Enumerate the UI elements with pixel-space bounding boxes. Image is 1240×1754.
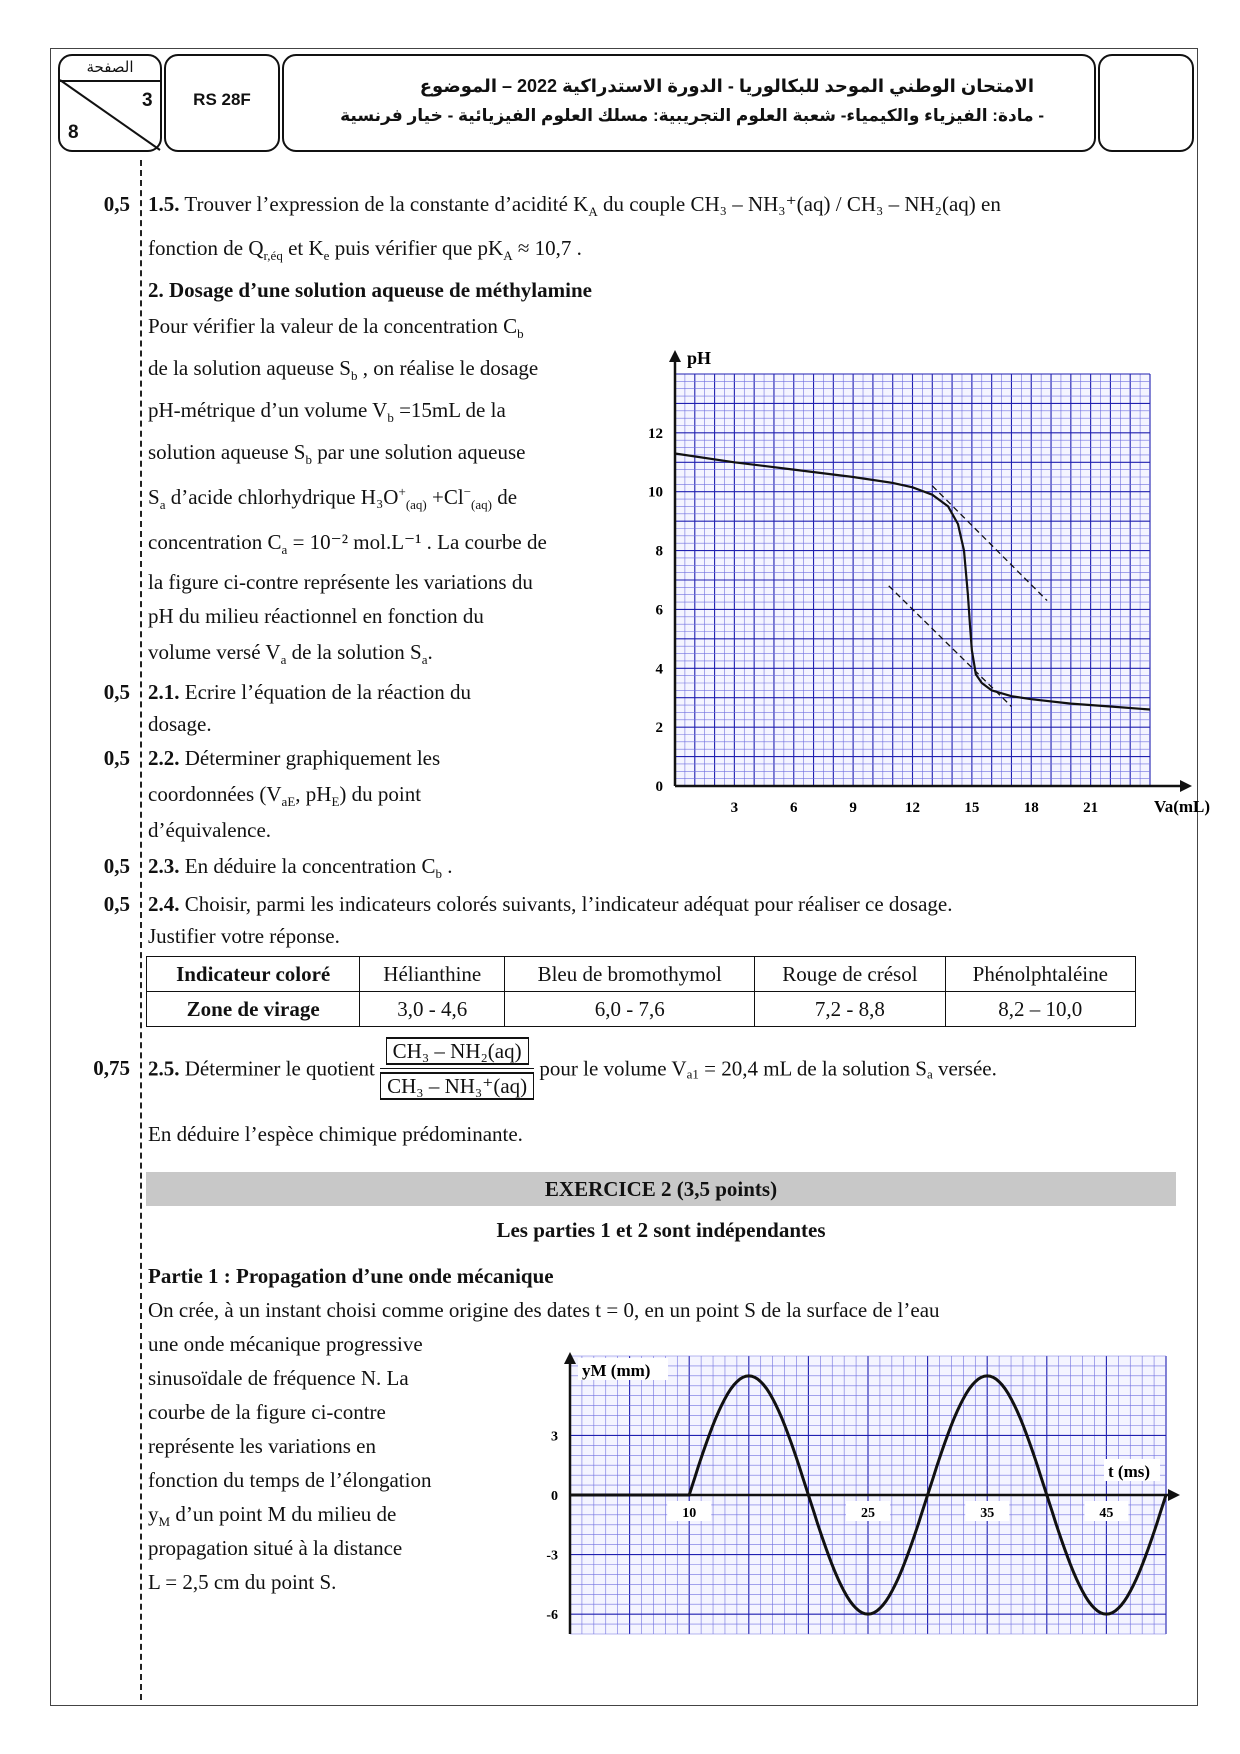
- question-number: 1.5.: [148, 192, 180, 216]
- exam-title-box: [282, 54, 1096, 152]
- question-number: 2.5.: [148, 1056, 180, 1081]
- question-2-2-cont: [148, 782, 421, 810]
- text: coordonnées (V: [148, 782, 282, 806]
- x-tick-label: 12: [905, 800, 920, 816]
- y-axis-arrow: [669, 350, 681, 362]
- text: et: [282, 236, 309, 260]
- text: ) du point: [339, 782, 422, 806]
- question-2-1: [148, 680, 471, 705]
- text: pour le volume V: [534, 1056, 687, 1081]
- table-cell: 8,2 – 10,0: [945, 992, 1135, 1027]
- x-tick-label: 3: [730, 800, 739, 816]
- text: pH-métrique d’un volume V: [148, 398, 388, 422]
- ex2-l3: sinusoïdale de fréquence N. La: [148, 1366, 409, 1390]
- sec2-p7: la figure ci-contre représente les variations du: [148, 570, 533, 594]
- ph-titration-chart: [640, 344, 1211, 834]
- x-tick-label: 45: [1099, 1506, 1114, 1521]
- y-tick-label: 0: [551, 1489, 558, 1504]
- ex2-l5: représente les variations en: [148, 1434, 376, 1458]
- y-tick-label: 3: [551, 1429, 558, 1445]
- sec2-p1: [148, 314, 524, 342]
- table-cell: 6,0 - 7,6: [505, 992, 755, 1027]
- text: , on réalise le dosage: [357, 356, 539, 380]
- ex2-l2: une onde mécanique progressive: [148, 1332, 423, 1356]
- text: r,éq: [263, 248, 283, 264]
- table-header: Zone de virage: [147, 992, 360, 1027]
- table-cell: 3,0 - 4,6: [360, 992, 505, 1027]
- x-axis-arrow: [1180, 780, 1192, 792]
- text: K: [308, 236, 324, 260]
- text: (aq): [471, 497, 492, 513]
- page-number: 3: [142, 90, 153, 111]
- text: solution aqueuse S: [148, 440, 306, 464]
- x-tick-label: 25: [861, 1506, 875, 1521]
- x-tick-label: 9: [849, 800, 857, 816]
- points-2-5: 0,75: [93, 1056, 130, 1080]
- text: b: [387, 410, 394, 426]
- text: a: [280, 652, 287, 668]
- text: de la solution aqueuse S: [148, 356, 351, 380]
- y-tick-label: 12: [648, 425, 663, 442]
- question-1-5-line2: [148, 236, 582, 264]
- question-2-1-cont: dosage.: [148, 712, 212, 736]
- question-number: 2.4.: [148, 892, 180, 916]
- question-2-5-cont: En déduire l’espèce chimique prédominante.: [148, 1122, 523, 1146]
- sec2-p9: volume versé $V_a$ de la solution $S_a$.: [148, 640, 433, 668]
- text: Q: [248, 236, 264, 260]
- y-tick-label: 2: [655, 720, 663, 737]
- question-2-2: [148, 746, 440, 771]
- text: .: [442, 854, 453, 878]
- sec2-p3: [148, 398, 506, 426]
- header-empty-box: [1098, 54, 1194, 152]
- x-axis-label: Va(mL): [1154, 797, 1211, 816]
- x-tick-label: 35: [980, 1506, 995, 1521]
- points-2-3: 0,5: [103, 854, 130, 878]
- text: = 10⁻² mol.L⁻¹ . La courbe de: [287, 530, 547, 554]
- y-tick-label: 10: [648, 484, 663, 501]
- points-1-5: 0,5: [103, 192, 130, 216]
- text: Déterminer le quotient: [179, 1056, 381, 1081]
- ex2-l8: propagation situé à la distance: [148, 1536, 403, 1560]
- table-cell: Bleu de bromothymol: [505, 957, 755, 992]
- points-2-1: 0,5: [103, 680, 130, 704]
- text: , pH: [295, 782, 332, 806]
- text: fonction de: [148, 236, 249, 260]
- text: puis vérifier que pK: [329, 236, 504, 260]
- ex2-l1: On crée, à un instant choisi comme origine des dates t = 0, en un point S de la surface de l’eau: [148, 1298, 940, 1322]
- question-number: 2.2.: [148, 746, 180, 770]
- text: M: [158, 1514, 171, 1530]
- text: Pour vérifier la valeur de la concentration C: [148, 314, 518, 338]
- text: +Cl: [426, 485, 464, 509]
- text: a: [421, 652, 428, 668]
- text: (aq): [405, 497, 427, 513]
- text: K: [573, 192, 589, 216]
- text: A: [503, 248, 513, 264]
- text: d’acide chlorhydrique H₃O: [165, 485, 399, 509]
- margin-dashed-line: [140, 160, 142, 1700]
- question-1-5-line1: [148, 192, 1001, 220]
- text: volume versé V: [148, 640, 281, 664]
- fraction-denominator: CH₃ – NH₃⁺(aq): [380, 1072, 534, 1100]
- elongation-chart: [540, 1340, 1180, 1650]
- text: par une solution aqueuse: [312, 440, 526, 464]
- indicator-table: [146, 956, 1136, 1027]
- text: Choisir, parmi les indicateurs colorés suivants, l’indicateur adéquat pour réaliser ce dosage.: [179, 892, 953, 916]
- page-number-box: [58, 54, 162, 152]
- sec2-p4: [148, 440, 525, 468]
- text: b: [350, 368, 358, 384]
- text: Trouver l’expression de la constante d’acidité: [179, 192, 574, 216]
- text: de: [491, 485, 518, 509]
- x-tick-label: 10: [682, 1506, 697, 1521]
- table-header: Indicateur coloré: [147, 957, 360, 992]
- text: S: [148, 485, 160, 509]
- question-2-2-cont2: d’équivalence.: [148, 818, 272, 842]
- ex2-l6: fonction du temps de l’élongation: [148, 1468, 432, 1492]
- x-axis-arrow: [1168, 1489, 1180, 1501]
- question-number: 2.1.: [148, 680, 180, 704]
- text: a: [159, 497, 166, 513]
- x-tick-label: 18: [1023, 800, 1039, 816]
- exercise-2-subtitle: Les parties 1 et 2 sont indépendantes: [496, 1218, 826, 1242]
- y-tick-label: 6: [655, 602, 663, 619]
- sec2-p5: [148, 484, 517, 513]
- text: E: [331, 794, 340, 810]
- exercise-2-title: EXERCICE 2 (3,5 points): [146, 1172, 1176, 1206]
- page-label: الصفحة: [86, 59, 134, 76]
- text: Déterminer graphiquement les: [179, 746, 441, 770]
- text: a1: [686, 1066, 699, 1082]
- text: A: [588, 204, 598, 220]
- text: d’un point M du milieu de: [170, 1502, 397, 1526]
- text: En déduire la concentration C: [179, 854, 436, 878]
- text: du couple: [597, 192, 691, 216]
- exam-code-box: [164, 54, 280, 152]
- y-axis-label: pH: [687, 348, 712, 368]
- text: e: [323, 248, 330, 264]
- text: Ecrire l’équation de la réaction du: [179, 680, 472, 704]
- y-tick-label: 8: [655, 543, 663, 560]
- text: concentration C: [148, 530, 282, 554]
- x-tick-label: 15: [964, 800, 980, 816]
- page-total: 8: [68, 122, 79, 143]
- text: b: [517, 326, 524, 342]
- sec2-p8: pH du milieu réactionnel en fonction du: [148, 604, 484, 628]
- ex2-l7: [148, 1502, 396, 1530]
- x-axis-label: t (ms): [1108, 1462, 1151, 1481]
- ex2-l9: L = 2,5 cm du point S.: [148, 1570, 337, 1594]
- text: b: [305, 452, 312, 468]
- y-tick-label: -3: [546, 1548, 558, 1564]
- question-2-3: [148, 854, 453, 882]
- text: aE: [281, 794, 296, 810]
- x-tick-label: 21: [1083, 800, 1099, 816]
- text: = 20,4 mL de la solution S: [698, 1056, 927, 1081]
- text: +: [398, 484, 406, 499]
- y-tick-label: 0: [655, 779, 663, 795]
- sec2-p2: [148, 356, 538, 384]
- question-2-4-cont: Justifier votre réponse.: [148, 924, 340, 948]
- text: de la solution S: [286, 640, 422, 664]
- y-tick-label: -6: [546, 1608, 558, 1624]
- text: b: [435, 866, 442, 882]
- y-tick-label: 4: [655, 661, 663, 678]
- question-2-4: [148, 892, 953, 917]
- text: a: [926, 1066, 933, 1082]
- table-cell: Phénolphtaléine: [945, 957, 1135, 992]
- text: a: [281, 542, 288, 558]
- points-2-2: 0,5: [103, 746, 130, 770]
- quotient-fraction: [380, 1034, 534, 1103]
- text: y: [148, 1502, 159, 1526]
- table-row: [147, 957, 1136, 992]
- x-tick-label: 6: [790, 800, 798, 816]
- ex2-l4: courbe de la figure ci-contre: [148, 1400, 386, 1424]
- table-cell: 7,2 - 8,8: [755, 992, 945, 1027]
- table-cell: Hélianthine: [360, 957, 505, 992]
- exam-code: RS 28F: [193, 90, 251, 109]
- text: en: [975, 192, 1001, 216]
- points-2-4: 0,5: [103, 892, 130, 916]
- text: versée.: [932, 1056, 997, 1081]
- y-axis-label: yM (mm): [582, 1361, 651, 1380]
- table-row: [147, 992, 1136, 1027]
- fraction-numerator: CH₃ – NH₂(aq): [386, 1037, 529, 1065]
- part-1-title: Partie 1 : Propagation d’une onde mécanique: [148, 1264, 554, 1288]
- table-cell: Rouge de crésol: [755, 957, 945, 992]
- text: −: [463, 484, 472, 499]
- exam-title-line1: الامتحان الوطني الموحد للبكالوريا - الدورة الاستدراكية 2022 – الموضوع: [419, 76, 1034, 96]
- question-number: 2.3.: [148, 854, 180, 878]
- formula: CH₃ – NH₃⁺(aq) / CH₃ – NH₂(aq): [690, 192, 976, 216]
- sec2-p6: [148, 530, 547, 558]
- exam-title-line2: - مادة: الفيزياء والكيمياء- شعبة العلوم التجريبية: مسلك العلوم الفيزيائية - خيار فرنسية: [340, 106, 1044, 125]
- section-2-title: 2. Dosage d’une solution aqueuse de méthylamine: [148, 278, 592, 302]
- text: =15mL de la: [393, 398, 506, 422]
- question-2-5: [148, 1034, 997, 1103]
- text: ≈ 10,7 .: [512, 236, 582, 260]
